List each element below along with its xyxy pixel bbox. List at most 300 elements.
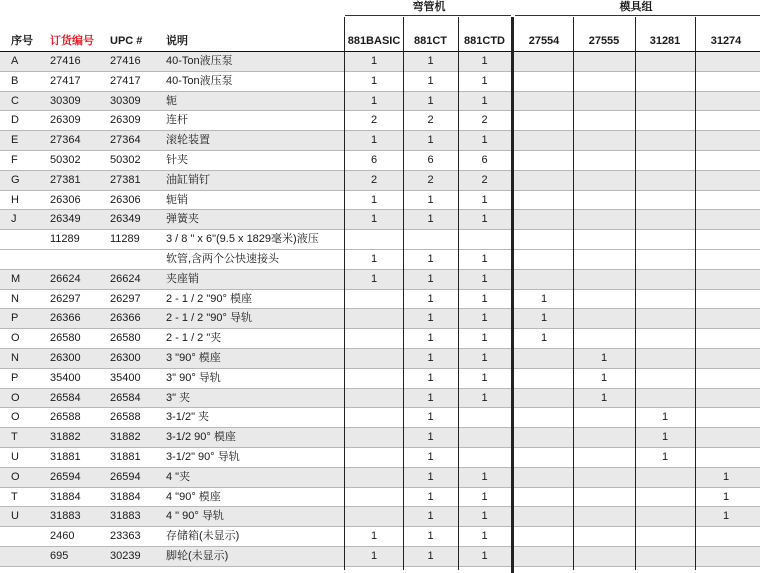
cell-desc: 4 "夹 <box>166 470 191 483</box>
cell-881ct: 1 <box>427 431 434 444</box>
cell-upc: 26584 <box>110 391 141 404</box>
cell-881ct <box>403 230 458 250</box>
cell-881ctd: 2 <box>481 114 488 127</box>
cell-881ct: 1 <box>427 530 434 543</box>
cell-order-no: 26624 <box>50 272 81 285</box>
cell-27554 <box>515 527 573 547</box>
cell-31281 <box>635 527 695 547</box>
cell-881ct: 1 <box>427 549 434 562</box>
cell-desc: 轭销 <box>166 193 188 206</box>
table-row <box>0 92 760 112</box>
table-row <box>0 52 760 72</box>
cell-31281 <box>635 92 695 112</box>
cell-881ct: 1 <box>427 292 434 305</box>
cell-881basic: 1 <box>370 94 378 107</box>
cell-order-no: 31884 <box>50 490 81 503</box>
cell-27554 <box>515 131 573 151</box>
cell-desc: 3-1/2" 90° 导轨 <box>166 450 240 463</box>
cell-31281 <box>635 309 695 329</box>
cell-order-no: 26297 <box>50 292 81 305</box>
cell-seq: O <box>11 391 20 404</box>
cell-27554 <box>515 488 573 508</box>
cell-881basic <box>345 389 403 409</box>
cell-upc: 31881 <box>110 450 141 463</box>
cell-order-no: 35400 <box>50 371 81 384</box>
header-881ct: 881CT <box>413 35 448 47</box>
cell-881basic <box>345 408 403 428</box>
cell-27554 <box>515 369 573 389</box>
cell-27555 <box>573 52 635 72</box>
table-row <box>0 210 760 230</box>
cell-order-no <box>50 250 110 270</box>
table-row <box>0 488 760 508</box>
cell-881basic <box>345 507 403 527</box>
cell-upc: 31884 <box>110 490 141 503</box>
cell-seq: P <box>11 312 19 325</box>
cell-881ct: 6 <box>427 153 434 166</box>
cell-31281 <box>635 290 695 310</box>
cell-27555 <box>573 72 635 92</box>
cell-881ctd <box>458 230 511 250</box>
cell-27554 <box>515 52 573 72</box>
cell-31274: 1 <box>722 470 730 483</box>
header-desc: 说明 <box>166 35 188 47</box>
cell-27555 <box>573 448 635 468</box>
table-row <box>0 349 760 369</box>
cell-881basic <box>345 448 403 468</box>
cell-31274 <box>695 270 757 290</box>
cell-upc: 30309 <box>110 94 141 107</box>
group-rule-dies <box>515 15 760 16</box>
cell-31281: 1 <box>661 431 669 444</box>
cell-27555 <box>573 507 635 527</box>
header-27554: 27554 <box>528 35 560 47</box>
cell-881ct: 1 <box>427 213 434 226</box>
cell-upc: 50302 <box>110 153 141 166</box>
cell-881ctd <box>458 448 511 468</box>
cell-31274 <box>695 111 757 131</box>
cell-desc: 夹座销 <box>166 272 199 285</box>
cell-seq: U <box>11 510 19 523</box>
cell-31274 <box>695 408 757 428</box>
cell-order-no: 2460 <box>50 530 75 543</box>
cell-order-no: 26594 <box>50 470 81 483</box>
cell-desc: 软管,含两个公快速接头 <box>166 252 280 265</box>
cell-31274 <box>695 250 757 270</box>
header-881ctd: 881CTD <box>464 35 505 47</box>
cell-31274 <box>695 191 757 211</box>
cell-881ct: 1 <box>427 193 434 206</box>
cell-31281 <box>635 468 695 488</box>
cell-31274: 1 <box>722 510 730 523</box>
cell-881ctd: 1 <box>481 94 488 107</box>
cell-seq: G <box>11 173 20 186</box>
cell-upc: 27417 <box>110 74 141 87</box>
cell-upc: 27416 <box>110 55 141 67</box>
cell-27555 <box>573 527 635 547</box>
cell-desc: 2 - 1 / 2 "90° 导轨 <box>166 312 252 325</box>
cell-31274 <box>695 428 757 448</box>
cell-upc: 30239 <box>110 549 141 562</box>
cell-desc: 3 / 8 " x 6"(9.5 x 1829毫米)液压 <box>166 233 319 246</box>
cell-27555 <box>573 408 635 428</box>
cell-order-no: 27417 <box>50 74 81 87</box>
header-27555: 27555 <box>588 35 620 47</box>
cell-seq <box>11 230 45 250</box>
cell-31274 <box>695 448 757 468</box>
cell-881ctd: 1 <box>481 391 488 404</box>
table-row <box>0 72 760 92</box>
cell-seq: H <box>11 193 19 206</box>
cell-desc: 40-Ton液压泵 <box>166 55 233 67</box>
cell-31281 <box>635 507 695 527</box>
cell-881basic: 1 <box>370 272 378 285</box>
cell-order-no: 31882 <box>50 431 81 444</box>
cell-seq: O <box>11 470 20 483</box>
cell-order-no: 11289 <box>50 233 80 246</box>
cell-upc: 31882 <box>110 431 141 444</box>
row-rule <box>0 566 760 567</box>
cell-seq: N <box>11 351 19 364</box>
cell-order-no: 30309 <box>50 94 81 107</box>
cell-881ctd <box>458 408 511 428</box>
cell-881basic: 1 <box>370 530 378 543</box>
cell-27555: 1 <box>600 391 608 404</box>
cell-31274 <box>695 171 757 191</box>
cell-27555: 1 <box>600 351 608 364</box>
cell-order-no: 26366 <box>50 312 81 325</box>
cell-881ct: 1 <box>427 490 434 503</box>
header-881basic: 881BASIC <box>347 35 401 47</box>
cell-881basic <box>345 290 403 310</box>
cell-seq: D <box>11 114 19 127</box>
cell-27554: 1 <box>540 312 548 325</box>
cell-31281 <box>635 547 695 567</box>
cell-upc: 27364 <box>110 134 141 147</box>
cell-desc: 连杆 <box>166 114 188 127</box>
cell-seq <box>11 527 45 547</box>
cell-31274 <box>695 389 757 409</box>
cell-27554 <box>515 408 573 428</box>
cell-881ctd: 1 <box>481 510 488 523</box>
cell-desc: 2 - 1 / 2 "90° 模座 <box>166 292 252 305</box>
cell-881ct: 1 <box>427 272 434 285</box>
table-row <box>0 270 760 290</box>
cell-881ctd: 1 <box>481 252 488 265</box>
cell-upc: 26594 <box>110 470 141 483</box>
cell-881ctd: 6 <box>481 153 488 166</box>
table-row <box>0 191 760 211</box>
cell-seq: O <box>11 411 20 424</box>
table-row <box>0 250 760 270</box>
cell-upc: 26297 <box>110 292 141 305</box>
cell-881basic: 1 <box>370 549 378 562</box>
cell-27554 <box>515 210 573 230</box>
table-row <box>0 369 760 389</box>
cell-881ctd: 1 <box>481 371 488 384</box>
cell-seq: E <box>11 134 19 147</box>
cell-27555 <box>573 191 635 211</box>
table-row <box>0 290 760 310</box>
cell-order-no: 27416 <box>50 55 81 67</box>
cell-881ctd: 1 <box>481 490 488 503</box>
cell-27555 <box>573 428 635 448</box>
cell-upc: 26309 <box>110 114 141 127</box>
cell-881basic: 1 <box>370 252 378 265</box>
column-divider <box>344 17 345 570</box>
cell-31281: 1 <box>661 450 669 463</box>
cell-881ctd: 1 <box>481 74 488 87</box>
cell-desc: 3 "90° 模座 <box>166 351 221 364</box>
column-divider <box>695 17 696 570</box>
cell-upc: 26306 <box>110 193 141 206</box>
cell-881ct: 1 <box>427 411 434 424</box>
cell-31281 <box>635 191 695 211</box>
cell-881ct: 1 <box>427 312 434 325</box>
cell-seq: O <box>11 332 20 345</box>
table-row <box>0 408 760 428</box>
cell-order-no: 26349 <box>50 213 81 226</box>
cell-desc: 3" 夹 <box>166 391 191 404</box>
cell-31274 <box>695 290 757 310</box>
cell-31274: 1 <box>722 490 730 503</box>
cell-seq: N <box>11 292 19 305</box>
cell-31281 <box>635 488 695 508</box>
cell-upc: 31883 <box>110 510 141 523</box>
cell-27555 <box>573 171 635 191</box>
cell-31281 <box>635 52 695 72</box>
cell-881basic <box>345 349 403 369</box>
cell-seq: P <box>11 371 19 384</box>
cell-881basic <box>345 309 403 329</box>
cell-27554 <box>515 92 573 112</box>
cell-upc: 26366 <box>110 312 141 325</box>
cell-27554 <box>515 349 573 369</box>
cell-upc: 35400 <box>110 371 141 384</box>
cell-27555 <box>573 230 635 250</box>
header-seq: 序号 <box>11 35 33 47</box>
cell-27554 <box>515 468 573 488</box>
cell-27555 <box>573 329 635 349</box>
cell-881basic: 1 <box>370 213 378 226</box>
cell-881ct: 1 <box>427 351 434 364</box>
cell-seq: J <box>11 213 17 226</box>
cell-31274 <box>695 547 757 567</box>
cell-881ct: 1 <box>427 391 434 404</box>
cell-31281 <box>635 270 695 290</box>
cell-881ctd: 1 <box>481 470 488 483</box>
cell-881basic: 1 <box>370 55 378 67</box>
group-rule-bender <box>345 15 511 16</box>
cell-881ctd: 1 <box>481 272 488 285</box>
group-divider <box>511 17 514 573</box>
cell-order-no: 26580 <box>50 332 81 345</box>
cell-desc: 3-1/2" 夹 <box>166 411 210 424</box>
cell-31281 <box>635 151 695 171</box>
cell-desc: 3" 90° 导轨 <box>166 371 221 384</box>
cell-31274 <box>695 329 757 349</box>
cell-27554 <box>515 111 573 131</box>
cell-27555 <box>573 111 635 131</box>
cell-881basic <box>345 488 403 508</box>
cell-31274 <box>695 72 757 92</box>
cell-seq: B <box>11 74 19 87</box>
cell-order-no: 27364 <box>50 134 81 147</box>
cell-order-no: 26300 <box>50 351 81 364</box>
cell-881ctd: 1 <box>481 193 488 206</box>
table-row <box>0 507 760 527</box>
cell-31281 <box>635 72 695 92</box>
cell-27554 <box>515 448 573 468</box>
cell-881ct: 1 <box>427 470 434 483</box>
cell-31281 <box>635 250 695 270</box>
table-row <box>0 151 760 171</box>
cell-seq <box>11 547 45 567</box>
cell-31274 <box>695 52 757 72</box>
table-row <box>0 309 760 329</box>
cell-881basic <box>345 468 403 488</box>
cell-881ctd: 1 <box>481 55 488 67</box>
cell-upc: 26349 <box>110 213 141 226</box>
cell-31281 <box>635 210 695 230</box>
cell-31274 <box>695 369 757 389</box>
cell-desc: 弹簧夹 <box>166 213 199 226</box>
cell-27554 <box>515 547 573 567</box>
cell-upc: 23363 <box>110 530 141 543</box>
cell-27554 <box>515 230 573 250</box>
table-row <box>0 171 760 191</box>
table-body <box>0 52 760 567</box>
cell-27555 <box>573 547 635 567</box>
cell-31274 <box>695 151 757 171</box>
cell-27554: 1 <box>540 332 548 345</box>
cell-881basic <box>345 369 403 389</box>
cell-31274 <box>695 527 757 547</box>
cell-881basic: 2 <box>370 173 378 186</box>
cell-27555 <box>573 92 635 112</box>
cell-order-no: 26309 <box>50 114 81 127</box>
cell-27554 <box>515 389 573 409</box>
cell-desc: 针夹 <box>166 153 188 166</box>
cell-31274 <box>695 230 757 250</box>
cell-31281 <box>635 171 695 191</box>
cell-order-no: 27381 <box>50 173 81 186</box>
cell-881basic <box>345 329 403 349</box>
cell-upc: 26624 <box>110 272 141 285</box>
cell-31281 <box>635 369 695 389</box>
cell-upc <box>110 250 160 270</box>
cell-881ctd: 2 <box>481 173 488 186</box>
cell-seq <box>11 250 45 270</box>
cell-27555 <box>573 131 635 151</box>
cell-881ct: 1 <box>427 450 434 463</box>
cell-27555 <box>573 270 635 290</box>
cell-31274 <box>695 210 757 230</box>
cell-27554 <box>515 507 573 527</box>
cell-upc: 27381 <box>110 173 141 186</box>
header-upc: UPC # <box>110 35 143 47</box>
cell-seq: F <box>11 153 18 166</box>
cell-881basic <box>345 428 403 448</box>
cell-881ct: 1 <box>427 371 434 384</box>
cell-upc: 26588 <box>110 411 141 424</box>
cell-order-no: 26588 <box>50 411 81 424</box>
cell-881ct: 1 <box>427 134 434 147</box>
cell-881basic: 6 <box>370 153 378 166</box>
header-31274: 31274 <box>710 35 742 47</box>
table-row <box>0 428 760 448</box>
cell-881ct: 1 <box>427 74 434 87</box>
cell-881ct: 1 <box>427 332 434 345</box>
cell-31274 <box>695 349 757 369</box>
cell-881ct: 1 <box>427 252 434 265</box>
table-row <box>0 527 760 547</box>
cell-31274 <box>695 309 757 329</box>
cell-desc: 轭 <box>166 94 177 107</box>
cell-order-no: 695 <box>50 549 69 562</box>
cell-27554: 1 <box>540 292 548 305</box>
column-divider <box>635 17 636 570</box>
table-row <box>0 468 760 488</box>
cell-31274 <box>695 92 757 112</box>
cell-881ctd <box>458 428 511 448</box>
table-row <box>0 111 760 131</box>
table-row <box>0 547 760 567</box>
cell-27554 <box>515 151 573 171</box>
cell-881ctd: 1 <box>481 549 488 562</box>
group-header-bender: 弯管机 <box>412 1 446 13</box>
cell-seq: C <box>11 94 19 107</box>
cell-27555: 1 <box>600 371 608 384</box>
cell-27555 <box>573 468 635 488</box>
cell-desc: 滚轮装置 <box>166 134 210 147</box>
cell-upc: 11289 <box>110 233 140 246</box>
cell-881basic: 1 <box>370 193 378 206</box>
cell-27554 <box>515 191 573 211</box>
cell-desc: 2 - 1 / 2 "夹 <box>166 332 222 345</box>
cell-27554 <box>515 270 573 290</box>
table-row <box>0 230 760 250</box>
cell-881ctd: 1 <box>481 213 488 226</box>
cell-31281 <box>635 111 695 131</box>
cell-881basic <box>345 230 403 250</box>
column-divider <box>573 17 574 570</box>
cell-order-no: 50302 <box>50 153 81 166</box>
cell-upc: 26580 <box>110 332 141 345</box>
cell-seq: A <box>11 55 19 67</box>
cell-881ct: 2 <box>427 114 434 127</box>
cell-881basic: 1 <box>370 134 378 147</box>
cell-upc: 26300 <box>110 351 141 364</box>
cell-27554 <box>515 171 573 191</box>
column-divider <box>403 17 404 570</box>
cell-27555 <box>573 290 635 310</box>
cell-27555 <box>573 309 635 329</box>
cell-27555 <box>573 151 635 171</box>
cell-31281 <box>635 389 695 409</box>
cell-27555 <box>573 250 635 270</box>
cell-27555 <box>573 488 635 508</box>
cell-desc: 40-Ton液压泵 <box>166 74 233 87</box>
cell-31281: 1 <box>661 411 669 424</box>
cell-881basic: 1 <box>370 74 378 87</box>
cell-881ct: 1 <box>427 55 434 67</box>
cell-881basic: 2 <box>370 114 378 127</box>
header-31281: 31281 <box>649 35 681 47</box>
cell-31281 <box>635 349 695 369</box>
cell-881ct: 1 <box>427 510 434 523</box>
cell-31281 <box>635 230 695 250</box>
